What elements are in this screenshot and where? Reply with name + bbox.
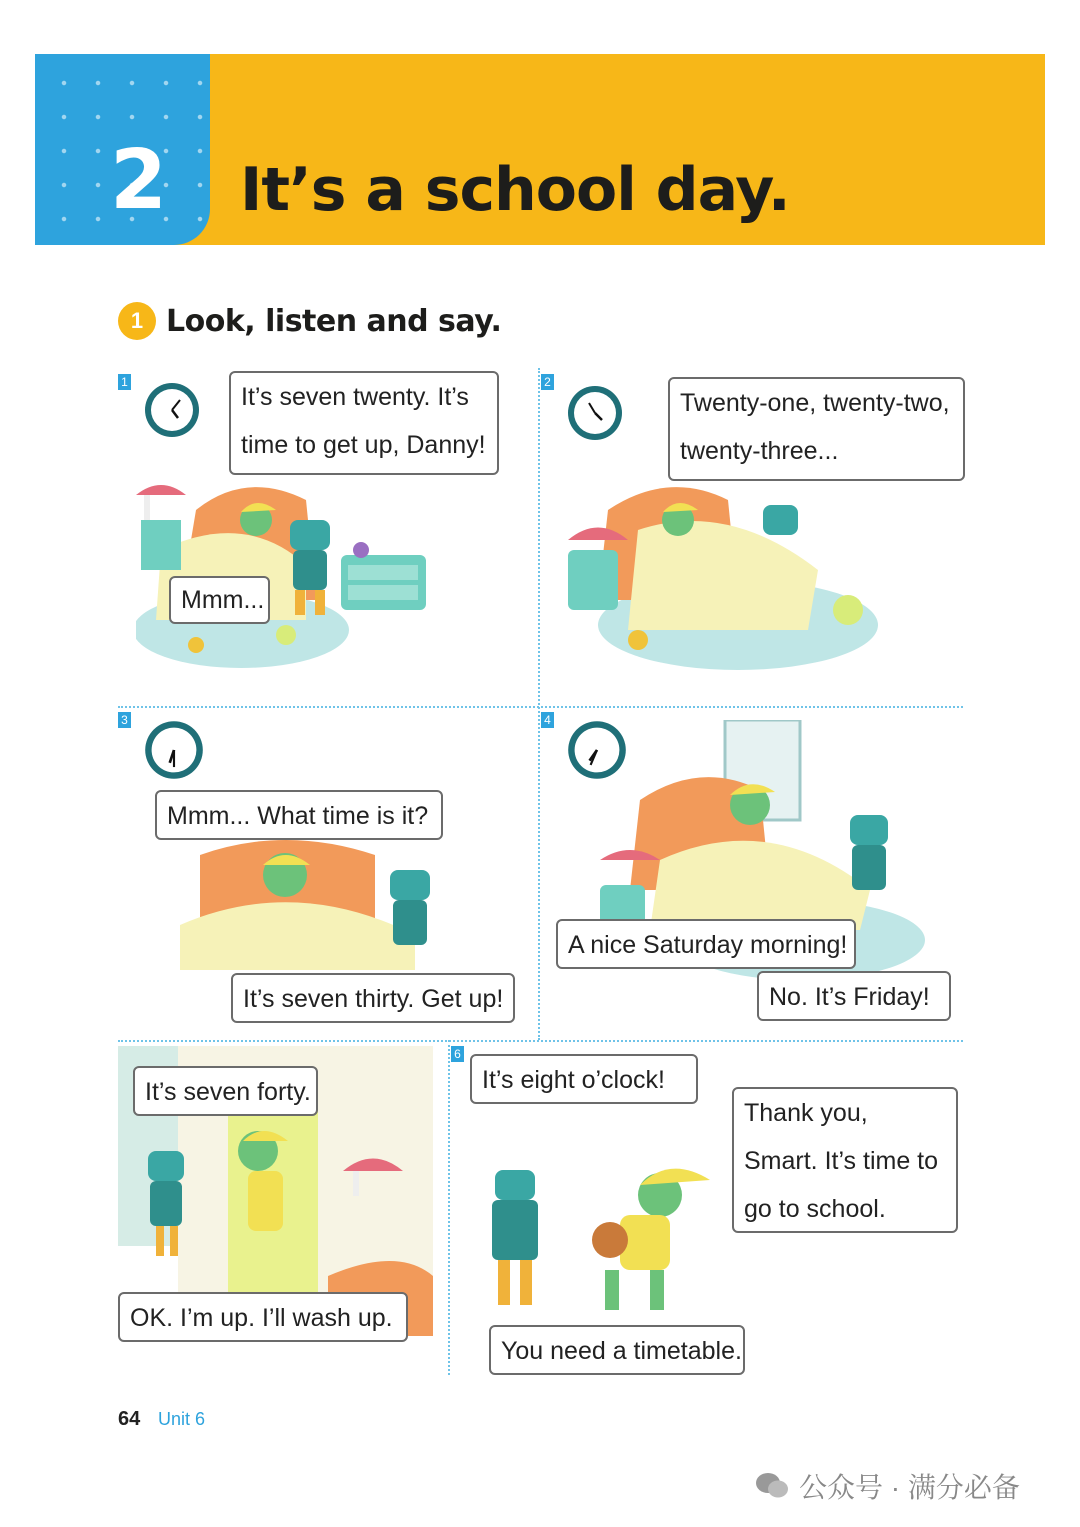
speech-bubble: It’s eight o’clock! bbox=[470, 1054, 698, 1104]
walking-to-school-illustration bbox=[480, 1150, 720, 1320]
nightstand-illustration bbox=[336, 540, 431, 620]
unit-label: Unit 6 bbox=[158, 1409, 206, 1429]
robot-smart-icon bbox=[275, 500, 345, 620]
speech-bubble: It’s seven forty. bbox=[133, 1066, 318, 1116]
lesson-number: 2 bbox=[110, 133, 168, 228]
divider-horizontal-1 bbox=[118, 706, 963, 708]
speech-bubble: It’s seven thirty. Get up! bbox=[231, 973, 515, 1023]
bedroom-illustration bbox=[175, 835, 455, 970]
speech-bubble: Twenty-one, twenty-two, twenty-three... bbox=[668, 377, 965, 481]
speech-bubble: A nice Saturday morning! bbox=[556, 919, 856, 969]
panel-number: 6 bbox=[451, 1046, 464, 1062]
panel-number: 2 bbox=[541, 374, 554, 390]
clock-icon bbox=[565, 383, 625, 443]
lesson-title: It’s a school day. bbox=[240, 155, 790, 225]
section-heading bbox=[118, 302, 501, 340]
clock-icon bbox=[142, 380, 202, 440]
panel-number: 1 bbox=[118, 374, 131, 390]
wechat-icon bbox=[755, 1472, 789, 1500]
speech-bubble: OK. I’m up. I’ll wash up. bbox=[118, 1292, 408, 1342]
watermark-text: 公众号 · 满分必备 bbox=[799, 1472, 1020, 1503]
divider-vertical-top bbox=[538, 368, 540, 1040]
speech-bubble: Thank you, Smart. It’s time to go to school. bbox=[732, 1087, 958, 1233]
watermark bbox=[755, 1466, 1020, 1506]
speech-bubble: You need a timetable. bbox=[489, 1325, 745, 1375]
clock-icon bbox=[142, 718, 206, 782]
speech-bubble: No. It’s Friday! bbox=[757, 971, 951, 1021]
divider-horizontal-2 bbox=[118, 1040, 963, 1042]
speech-bubble: Mmm... What time is it? bbox=[155, 790, 443, 840]
speech-bubble: Mmm... bbox=[169, 576, 270, 624]
divider-vertical-bottom bbox=[448, 1040, 450, 1375]
bedroom-illustration bbox=[568, 470, 878, 675]
panel-number: 4 bbox=[541, 712, 554, 728]
panel-number: 3 bbox=[118, 712, 131, 728]
page-number: 64 bbox=[118, 1408, 141, 1430]
speech-bubble: It’s seven twenty. It’s time to get up, Danny! bbox=[229, 371, 499, 475]
section-title: Look, listen and say. bbox=[166, 303, 502, 339]
section-number-badge: 1 bbox=[118, 302, 156, 340]
